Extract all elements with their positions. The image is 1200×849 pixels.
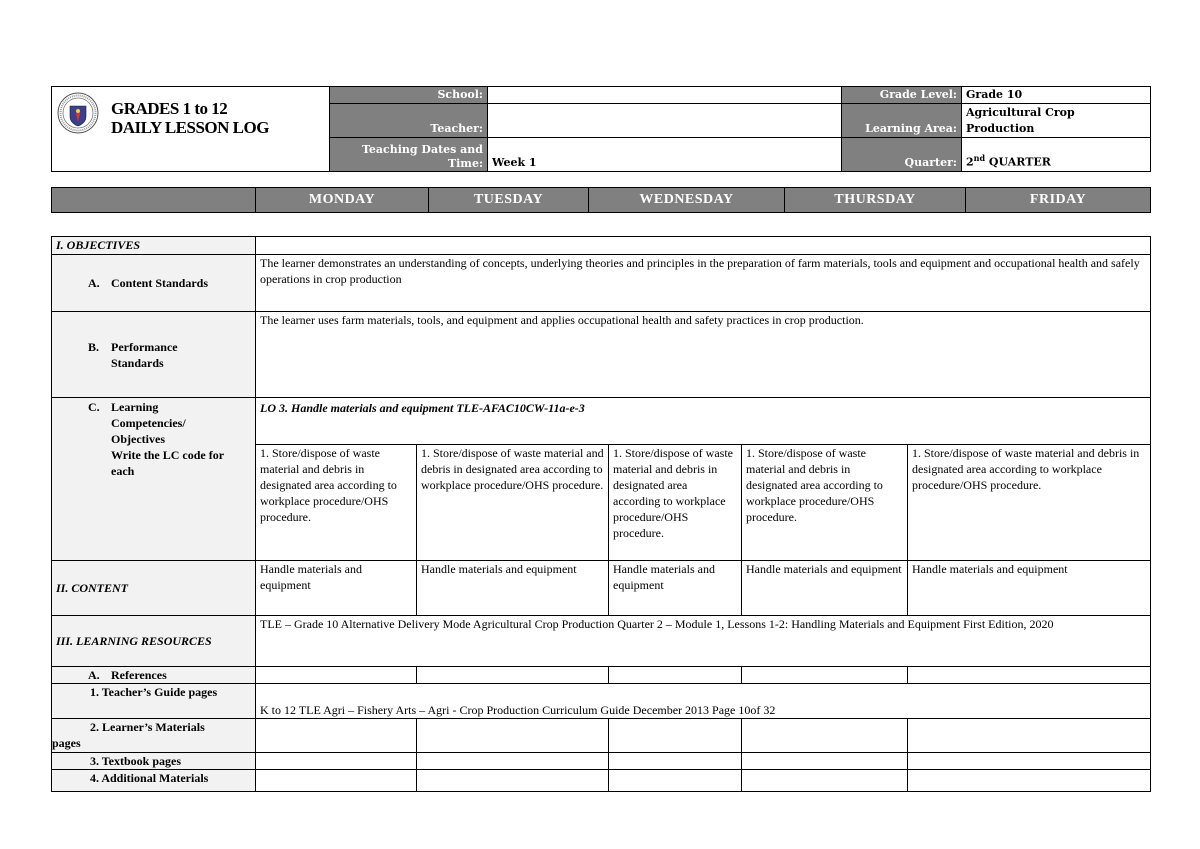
lc-label-line-4: Write the LC code for — [111, 448, 225, 462]
teachers-guide-text: 1. Teacher’s Guide pages — [90, 685, 218, 699]
day-thursday: THURSDAY — [785, 188, 966, 213]
performance-standards-line-2: Standards — [111, 355, 164, 370]
lesson-log-table — [51, 236, 1151, 792]
learners-tuesday[interactable] — [417, 719, 609, 753]
teachers-guide-label — [52, 684, 256, 719]
dates-label-line-2: Time: — [447, 157, 483, 170]
learners-friday[interactable] — [908, 719, 1151, 753]
textbook-tuesday[interactable] — [417, 753, 609, 770]
day-monday: MONDAY — [256, 188, 429, 213]
additional-thursday[interactable] — [742, 770, 908, 792]
learning-resources-value[interactable]: TLE – Grade 10 Alternative Delivery Mode Agricultural Crop Production Quarter 2 – Module 1, Lessons 1-2: Handling Materials and Equipment First Edition, 2020 — [256, 616, 1151, 667]
dates-label — [330, 138, 488, 172]
references-tuesday[interactable] — [417, 667, 609, 684]
learning-competencies-label — [52, 398, 256, 561]
references-friday[interactable] — [908, 667, 1151, 684]
school-label: School: — [330, 87, 488, 104]
quarter-label: Quarter: — [842, 138, 962, 172]
lc-label-line-3: Objectives — [111, 432, 165, 446]
additional-materials-text: 4. Additional Materials — [90, 771, 209, 785]
performance-standards-line-1: Performance — [111, 339, 178, 354]
learners-materials-line-2: pages — [52, 736, 81, 750]
additional-monday[interactable] — [256, 770, 417, 792]
content-monday[interactable]: Handle materials and equipment — [256, 561, 417, 616]
textbook-friday[interactable] — [908, 753, 1151, 770]
additional-tuesday[interactable] — [417, 770, 609, 792]
learners-monday[interactable] — [256, 719, 417, 753]
content-tuesday[interactable]: Handle materials and equipment — [417, 561, 609, 616]
objectives-heading: I. OBJECTIVES — [52, 237, 256, 255]
additional-materials-label — [52, 770, 256, 792]
content-wednesday[interactable]: Handle materials and equipment — [609, 561, 742, 616]
grade-level-field[interactable]: Grade 10 — [962, 87, 1151, 104]
dates-field[interactable]: Week 1 — [488, 138, 842, 172]
school-field[interactable] — [488, 87, 842, 104]
teacher-field[interactable] — [488, 104, 842, 138]
performance-standards-value[interactable]: The learner uses farm materials, tools, and equipment and applies occupational health and safety practices in crop production. — [256, 312, 1151, 398]
quarter-text: QUARTER — [985, 156, 1051, 169]
page-title — [111, 99, 269, 137]
textbook-wednesday[interactable] — [609, 753, 742, 770]
deped-seal-icon — [57, 92, 99, 134]
references-monday[interactable] — [256, 667, 417, 684]
days-corner-cell — [52, 188, 256, 213]
learners-materials-label — [52, 719, 256, 753]
content-thursday[interactable]: Handle materials and equipment — [742, 561, 908, 616]
textbook-pages-label — [52, 753, 256, 770]
lc-monday[interactable]: 1. Store/dispose of waste material and debris in designated area according to workplace procedure/OHS procedure. — [256, 445, 417, 561]
day-friday: FRIDAY — [966, 188, 1151, 213]
references-number: A. — [88, 668, 100, 682]
lc-thursday[interactable]: 1. Store/dispose of waste material and debris in designated area according to workplace procedure/OHS procedure. — [742, 445, 908, 561]
header-table — [51, 86, 1151, 172]
references-thursday[interactable] — [742, 667, 908, 684]
learners-materials-line-1: 2. Learner’s Materials — [90, 720, 205, 734]
quarter-number: 2 — [966, 156, 974, 169]
textbook-pages-text: 3. Textbook pages — [90, 754, 182, 768]
teachers-guide-value[interactable]: K to 12 TLE Agri – Fishery Arts – Agri - Crop Production Curriculum Guide December 2013 Page 10of 32 — [256, 684, 1151, 719]
references-label — [52, 667, 256, 684]
quarter-suffix: nd — [973, 153, 986, 164]
performance-standards-number: B. — [88, 339, 100, 354]
content-standards-value[interactable]: The learner demonstrates an understanding of concepts, underlying theories and principles in the preparation of farm materials, tools and equipment and occupational health and safely operations in crop production — [256, 255, 1151, 312]
lc-label-line-5: each — [111, 464, 135, 478]
lc-tuesday[interactable]: 1. Store/dispose of waste material and debris in designated area according to workplace procedure/OHS procedure. — [417, 445, 609, 561]
learning-resources-heading: III. LEARNING RESOURCES — [52, 616, 256, 667]
references-wednesday[interactable] — [609, 667, 742, 684]
references-text: References — [111, 668, 167, 682]
textbook-monday[interactable] — [256, 753, 417, 770]
lc-label-line-2: Competencies/ — [111, 416, 186, 430]
day-tuesday: TUESDAY — [429, 188, 589, 213]
content-heading: II. CONTENT — [52, 561, 256, 616]
content-standards-label — [52, 255, 256, 312]
grade-level-label: Grade Level: — [842, 87, 962, 104]
learning-area-label: Learning Area: — [842, 104, 962, 138]
lc-friday[interactable]: 1. Store/dispose of waste material and debris in designated area according to workplace procedure/OHS procedure. — [908, 445, 1151, 561]
content-standards-text: Content Standards — [111, 276, 209, 290]
additional-wednesday[interactable] — [609, 770, 742, 792]
learning-area-line-1: Agricultural Crop — [966, 106, 1075, 119]
learning-area-line-2: Production — [966, 122, 1035, 135]
logo-title-cell — [52, 87, 330, 172]
day-wednesday: WEDNESDAY — [589, 188, 785, 213]
lc-label-line-1: Learning — [111, 400, 159, 414]
learning-competency-title[interactable]: LO 3. Handle materials and equipment TLE-AFAC10CW-11a-e-3 — [256, 398, 1151, 445]
learning-competencies-number: C. — [88, 400, 100, 414]
teacher-label: Teacher: — [330, 104, 488, 138]
title-line-1: GRADES 1 to 12 — [111, 99, 228, 118]
dates-label-line-1: Teaching Dates and — [361, 143, 483, 156]
learners-thursday[interactable] — [742, 719, 908, 753]
content-standards-number: A. — [88, 276, 100, 290]
content-friday[interactable]: Handle materials and equipment — [908, 561, 1151, 616]
learning-area-field[interactable] — [962, 104, 1151, 138]
textbook-thursday[interactable] — [742, 753, 908, 770]
title-line-2: DAILY LESSON LOG — [111, 118, 269, 137]
days-header-table — [51, 187, 1151, 213]
additional-friday[interactable] — [908, 770, 1151, 792]
quarter-field[interactable] — [962, 138, 1151, 172]
learners-wednesday[interactable] — [609, 719, 742, 753]
performance-standards-label — [52, 312, 256, 398]
objectives-heading-fill — [256, 237, 1151, 255]
lc-wednesday[interactable]: 1. Store/dispose of waste material and debris in designated area according to workplace procedure/OHS procedure. — [609, 445, 742, 561]
